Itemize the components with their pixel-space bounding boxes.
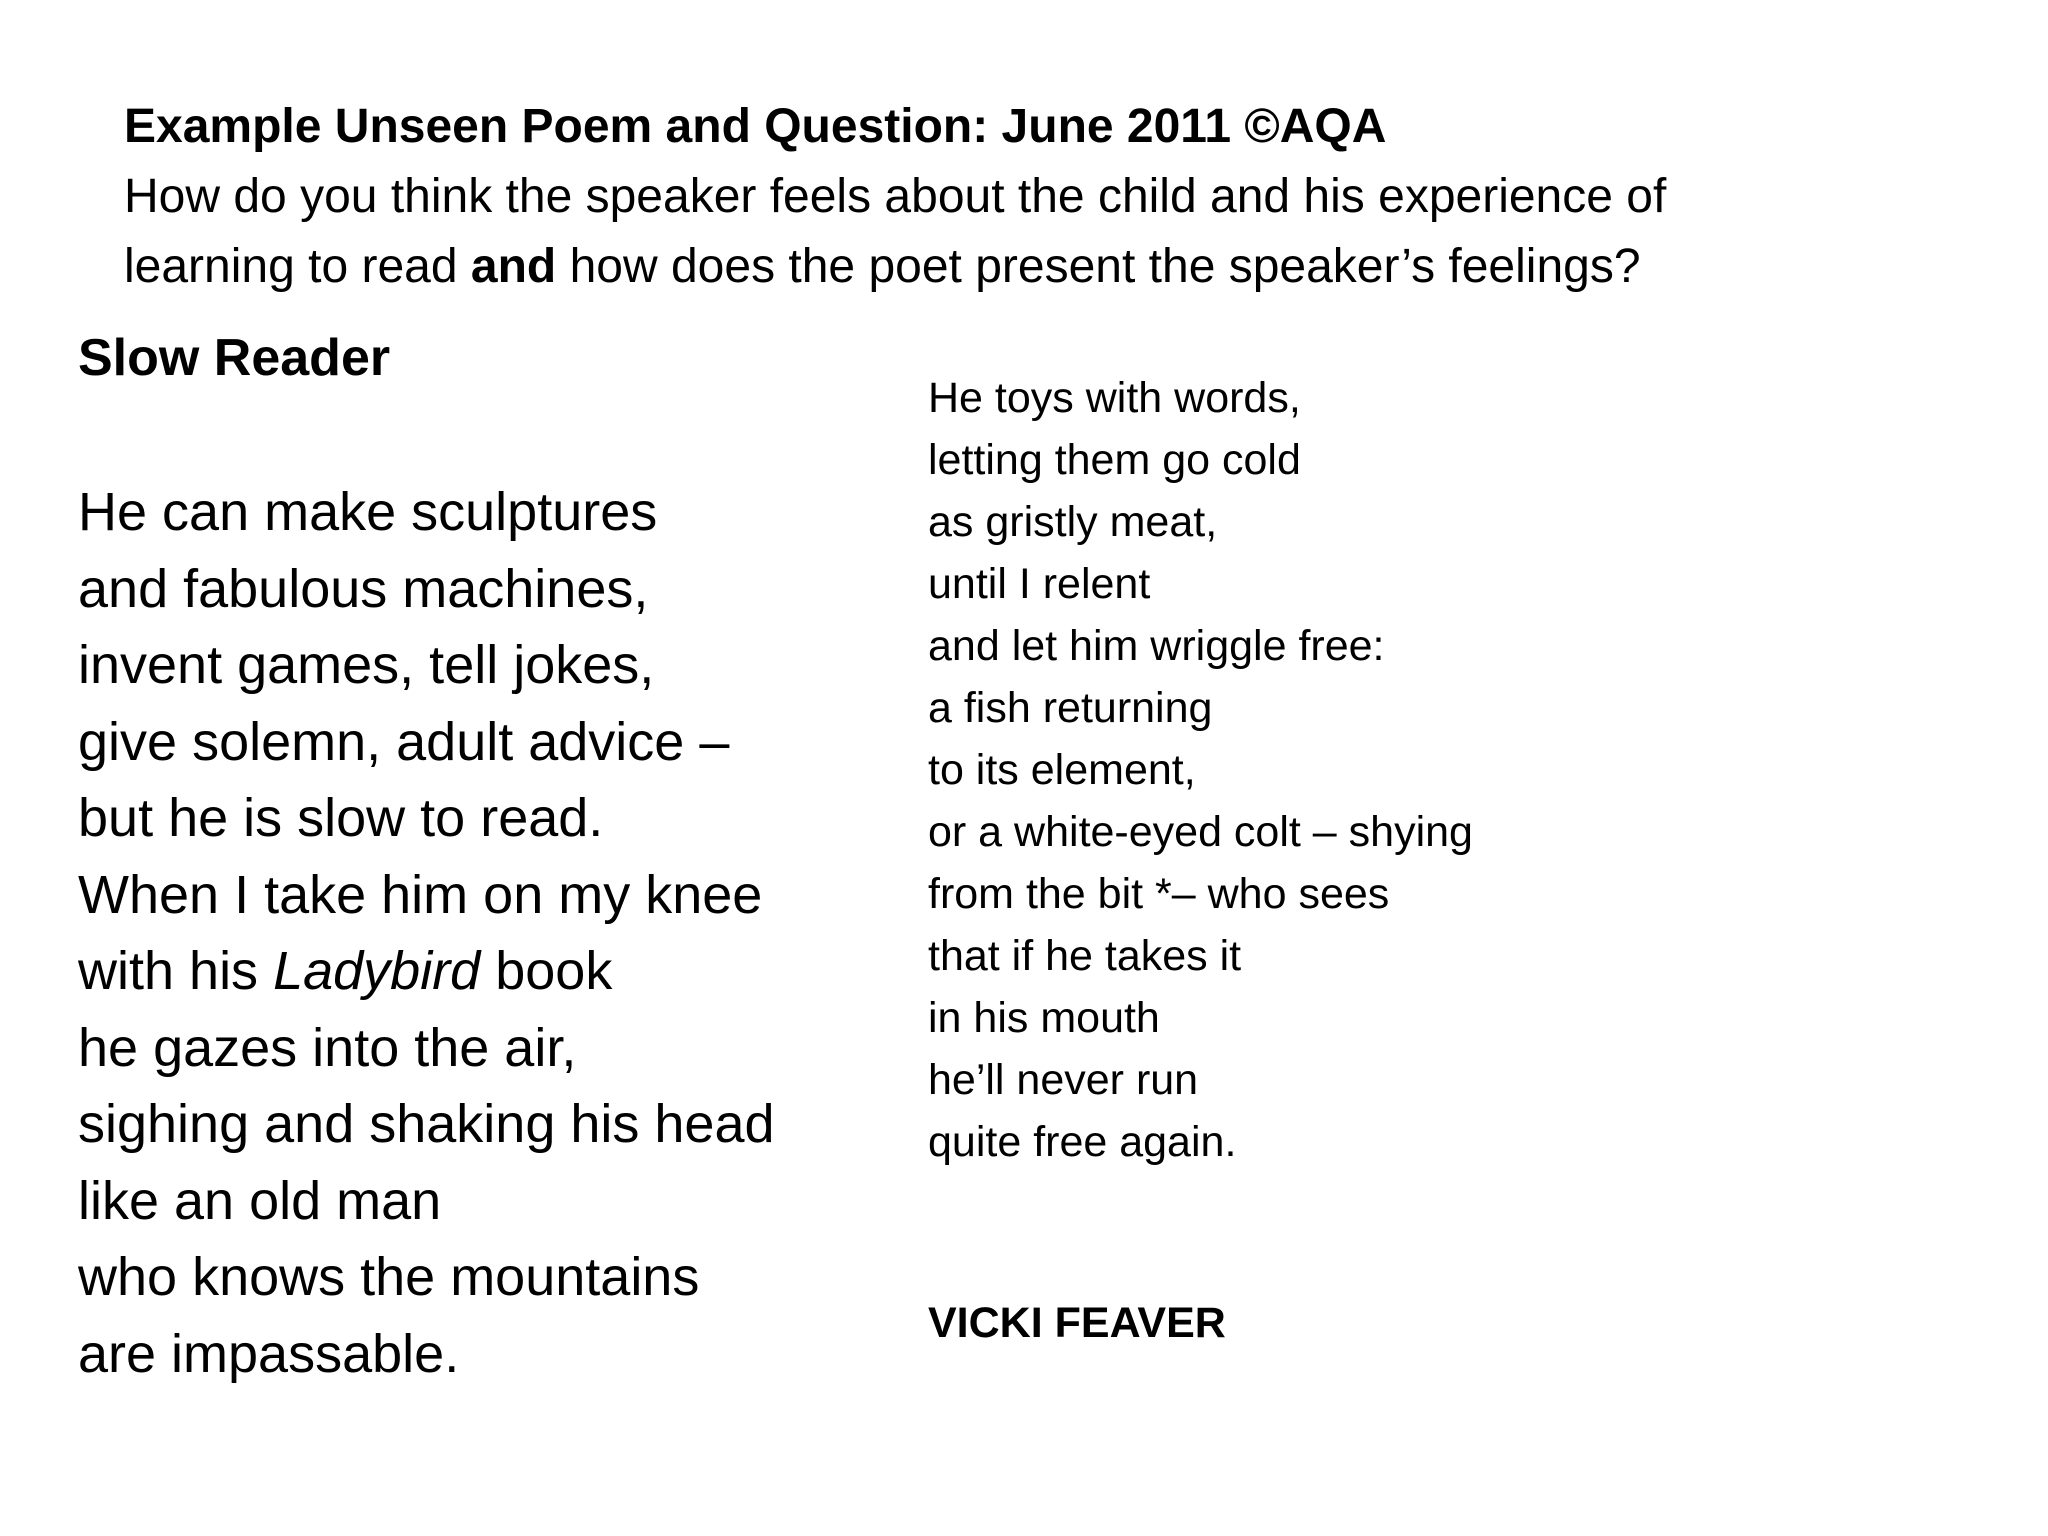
poem-line: a fish returning	[928, 684, 1213, 732]
poem-author: VICKI FEAVER	[928, 1299, 1226, 1347]
poem-line: and fabulous machines,	[78, 558, 649, 619]
question-line-1: How do you think the speaker feels about the child and his experience of	[124, 170, 1667, 223]
book-title-italic: Ladybird	[273, 941, 481, 1001]
poem-line-end: book	[480, 941, 613, 1001]
poem-line: he gazes into the air,	[78, 1017, 577, 1078]
poem-line: as gristly meat,	[928, 498, 1218, 546]
poem-line: sighing and shaking his head	[78, 1094, 775, 1154]
poem-line: or a white-eyed colt – shying	[928, 808, 1473, 856]
header-title: Example Unseen Poem and Question: June 2011 ©AQA	[124, 100, 1387, 153]
question-line-2	[124, 232, 1924, 302]
poem-line: quite free again.	[928, 1118, 1237, 1166]
question-line-2-end: how does the poet present the speaker’s feelings?	[556, 240, 1641, 293]
poem-line: in his mouth	[928, 994, 1160, 1042]
poem-line: he’ll never run	[928, 1056, 1199, 1104]
poem-line: give solemn, adult advice –	[78, 711, 730, 772]
poem-line	[78, 933, 775, 1010]
poem-line: that if he takes it	[928, 932, 1242, 980]
question-emphasis: and	[470, 240, 557, 293]
poem-line: are impassable.	[78, 1323, 460, 1384]
poem-line-start: with his	[78, 941, 274, 1001]
poem-stanza-right	[928, 367, 1473, 1173]
question-line-2-start: learning to read	[124, 240, 471, 293]
poem-stanza-left	[78, 474, 775, 1392]
poem-line: like an old man	[78, 1170, 442, 1231]
poem-line: He toys with words,	[928, 374, 1301, 422]
poem-line: who knows the mountains	[78, 1247, 700, 1307]
question-header	[124, 92, 1924, 302]
poem-title: Slow Reader	[78, 329, 391, 387]
poem-line: to its element,	[928, 746, 1196, 794]
poem-line: from the bit *– who sees	[928, 870, 1390, 918]
poem-line: When I take him on my knee	[78, 864, 763, 925]
poem-line: until I relent	[928, 560, 1151, 608]
poem-line: invent games, tell jokes,	[78, 635, 655, 695]
poem-line: but he is slow to read.	[78, 788, 604, 848]
poem-line: He can make sculptures	[78, 482, 658, 542]
poem-line: letting them go cold	[928, 436, 1301, 484]
poem-line: and let him wriggle free:	[928, 622, 1385, 670]
